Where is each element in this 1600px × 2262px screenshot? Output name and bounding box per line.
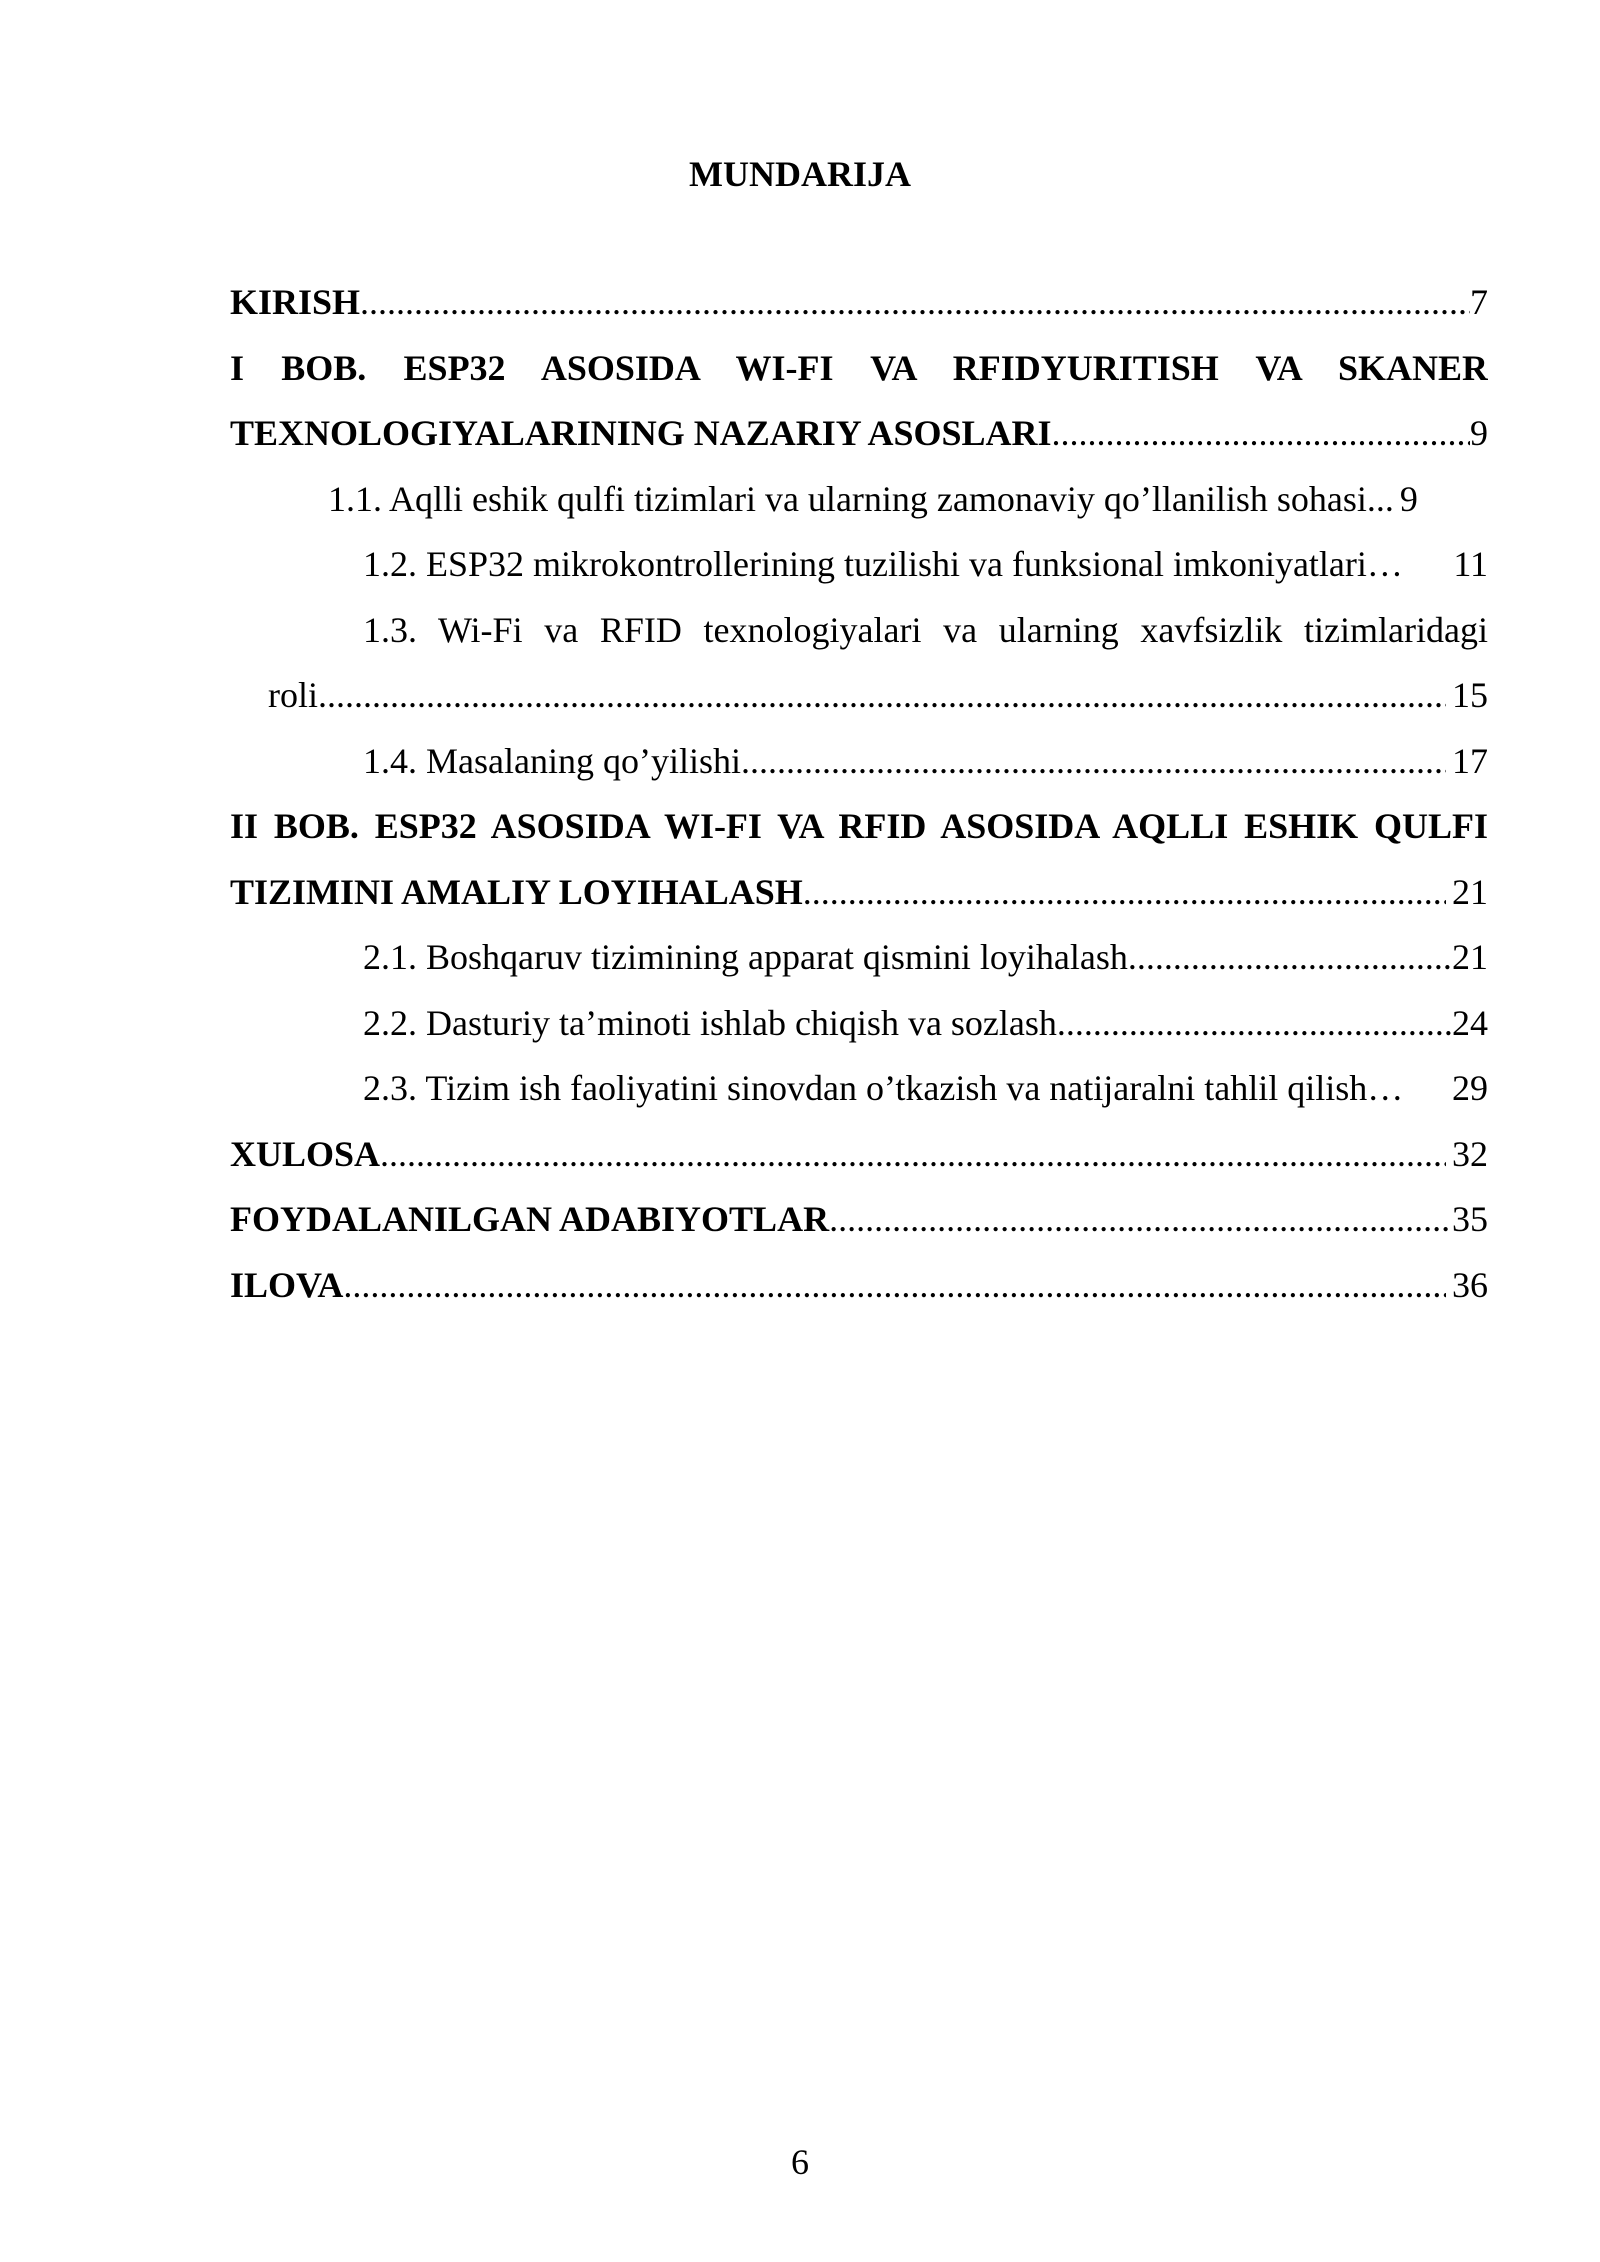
toc-entry-label: 2.1. Boshqaruv tizimining apparat qismini loyihalash	[363, 937, 1128, 977]
toc-entry-page: 21	[1452, 871, 1488, 912]
toc-entry-page: 9	[1399, 478, 1418, 519]
toc-entry-chapter-2-line-1[interactable]: II BOB. ESP32 ASOSIDA WI-FI VA RFID ASOSIDA AQLLI ESHIK QULFI	[230, 806, 1488, 846]
toc-entry-page: 35	[1452, 1199, 1488, 1239]
toc-entry-section-1-1[interactable]	[230, 467, 1488, 533]
toc-entry-xulosa[interactable]	[230, 1122, 1488, 1188]
toc-entry-section-1-3-line-2[interactable]	[230, 663, 1488, 729]
toc-entry-label: FOYDALANILGAN ADABIYOTLAR	[230, 1199, 830, 1239]
toc-entry-page: 24	[1452, 1002, 1488, 1043]
toc-entry-label: TIZIMINI AMALIY LOYIHALASH	[230, 871, 803, 912]
toc-entry-kirish[interactable]	[230, 270, 1488, 336]
dot-leader	[829, 1187, 1452, 1253]
toc-entry-label: 1.1. Aqlli eshik qulfi tizimlari va ularning zamonaviy qo’llanilish sohasi...	[328, 478, 1394, 519]
toc-entry-label: KIRISH	[230, 282, 361, 322]
toc-entry-page: 11	[1453, 544, 1488, 584]
page-number: 6	[791, 2142, 809, 2182]
dot-leader	[343, 1253, 1446, 1319]
toc-entry-chapter-2-line-2[interactable]	[230, 860, 1488, 926]
toc-entry-label: ILOVA	[230, 1264, 344, 1305]
toc-entry-page: 7	[1470, 282, 1488, 322]
table-of-contents	[230, 270, 1488, 1318]
toc-entry-label: TEXNOLOGIYALARINING NAZARIY ASOSLARI	[230, 413, 1052, 453]
toc-entry-adabiyotlar[interactable]	[230, 1187, 1488, 1253]
toc-entry-ilova[interactable]	[230, 1253, 1488, 1319]
toc-entry-label: 2.3. Tizim ish faoliyatini sinovdan o’tkazish va natijaralni tahlil qilish…	[363, 1068, 1404, 1108]
toc-entry-page: 32	[1452, 1133, 1488, 1174]
dot-leader	[1057, 991, 1452, 1057]
toc-entry-label: 1.4. Masalaning qo’yilishi	[363, 740, 741, 781]
toc-entry-label: roli	[268, 675, 318, 715]
dot-leader	[318, 663, 1446, 729]
toc-entry-chapter-1-line-2[interactable]	[230, 401, 1488, 467]
toc-entry-chapter-1-line-1[interactable]: I BOB. ESP32 ASOSIDA WI-FI VA RFIDYURITISH VA SKANER	[230, 347, 1488, 388]
toc-entry-label: XULOSA	[230, 1133, 381, 1174]
toc-entry-page: 15	[1452, 675, 1488, 715]
toc-entry-page: 29	[1452, 1068, 1488, 1108]
toc-entry-section-1-2[interactable]	[230, 532, 1488, 598]
toc-entry-page: 9	[1470, 413, 1488, 453]
toc-entry-page: 21	[1452, 937, 1488, 977]
toc-entry-section-1-4[interactable]	[230, 729, 1488, 795]
toc-entry-label: 2.2. Dasturiy ta’minoti ishlab chiqish va sozlash	[363, 1002, 1057, 1043]
toc-entry-section-2-3[interactable]	[230, 1056, 1488, 1122]
dot-leader	[1128, 925, 1452, 991]
toc-entry-section-2-1[interactable]	[230, 925, 1488, 991]
toc-entry-section-1-3-line-1[interactable]: 1.3. Wi-Fi va RFID texnologiyalari va ularning xavfsizlik tizimlaridagi	[363, 609, 1488, 650]
toc-entry-page: 36	[1452, 1264, 1488, 1305]
dot-leader	[1052, 401, 1470, 467]
dot-leader	[380, 1122, 1446, 1188]
page-title: MUNDARIJA	[689, 154, 911, 194]
dot-leader	[360, 270, 1470, 336]
toc-entry-page: 17	[1452, 740, 1488, 781]
dot-leader	[741, 729, 1446, 795]
dot-leader	[803, 860, 1446, 926]
toc-entry-label: 1.2. ESP32 mikrokontrollerining tuzilishi va funksional imkoniyatlari…	[363, 544, 1403, 584]
toc-entry-section-2-2[interactable]	[230, 991, 1488, 1057]
